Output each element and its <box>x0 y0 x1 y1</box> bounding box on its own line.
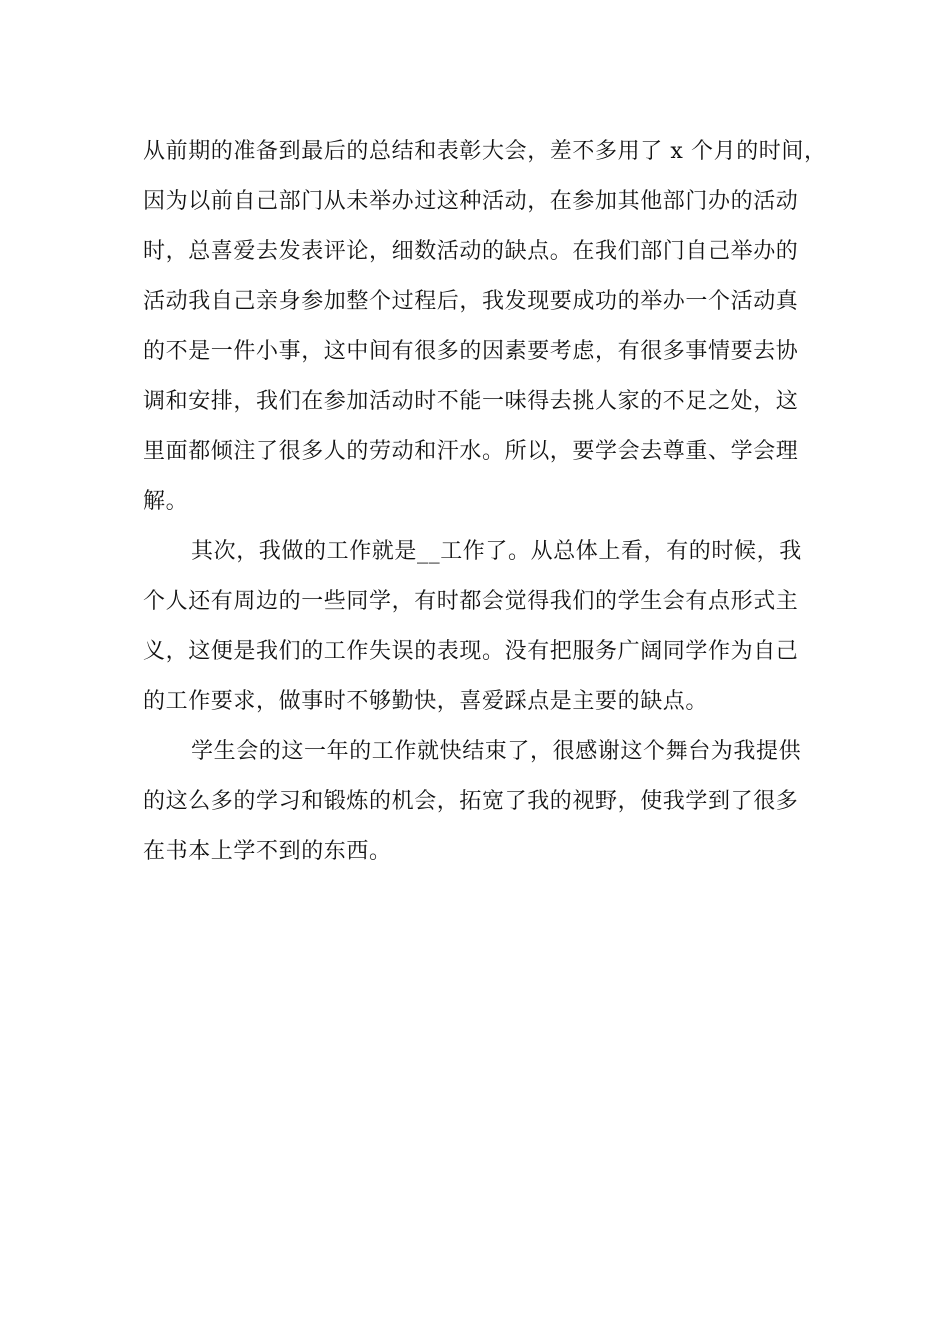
paragraph-3 <box>143 727 808 877</box>
paragraph-2 <box>143 527 808 727</box>
text-line: 义，这便是我们的工作失误的表现。没有把服务广阔同学作为自己 <box>143 639 799 664</box>
paragraph-1 <box>143 127 827 527</box>
text-line: 其次，我做的工作就是__工作了。从总体上看，有的时候，我 <box>191 539 802 564</box>
text-line: 的工作要求，做事时不够勤快，喜爱踩点是主要的缺点。 <box>143 689 709 714</box>
text-line: 从前期的准备到最后的总结和表彰大会，差不多用了 x 个月的时间， <box>143 139 827 164</box>
text-line: 因为以前自己部门从未举办过这种活动，在参加其他部门办的活动 <box>143 189 799 214</box>
text-line: 的不是一件小事，这中间有很多的因素要考虑，有很多事情要去协 <box>143 339 799 364</box>
text-line: 里面都倾注了很多人的劳动和汗水。所以，要学会去尊重、学会理 <box>143 439 799 464</box>
text-line: 时，总喜爱去发表评论，细数活动的缺点。在我们部门自己举办的 <box>143 239 799 264</box>
text-line: 在书本上学不到的东西。 <box>143 839 392 864</box>
text-line: 调和安排，我们在参加活动时不能一味得去挑人家的不足之处，这 <box>143 389 799 414</box>
text-line: 的这么多的学习和锻炼的机会，拓宽了我的视野，使我学到了很多 <box>143 789 799 814</box>
document-body <box>143 127 827 877</box>
text-line: 活动我自己亲身参加整个过程后，我发现要成功的举办一个活动真 <box>143 289 799 314</box>
text-line: 学生会的这一年的工作就快结束了，很感谢这个舞台为我提供 <box>191 739 802 764</box>
text-line: 解。 <box>143 489 189 514</box>
text-line: 个人还有周边的一些同学，有时都会觉得我们的学生会有点形式主 <box>143 589 799 614</box>
